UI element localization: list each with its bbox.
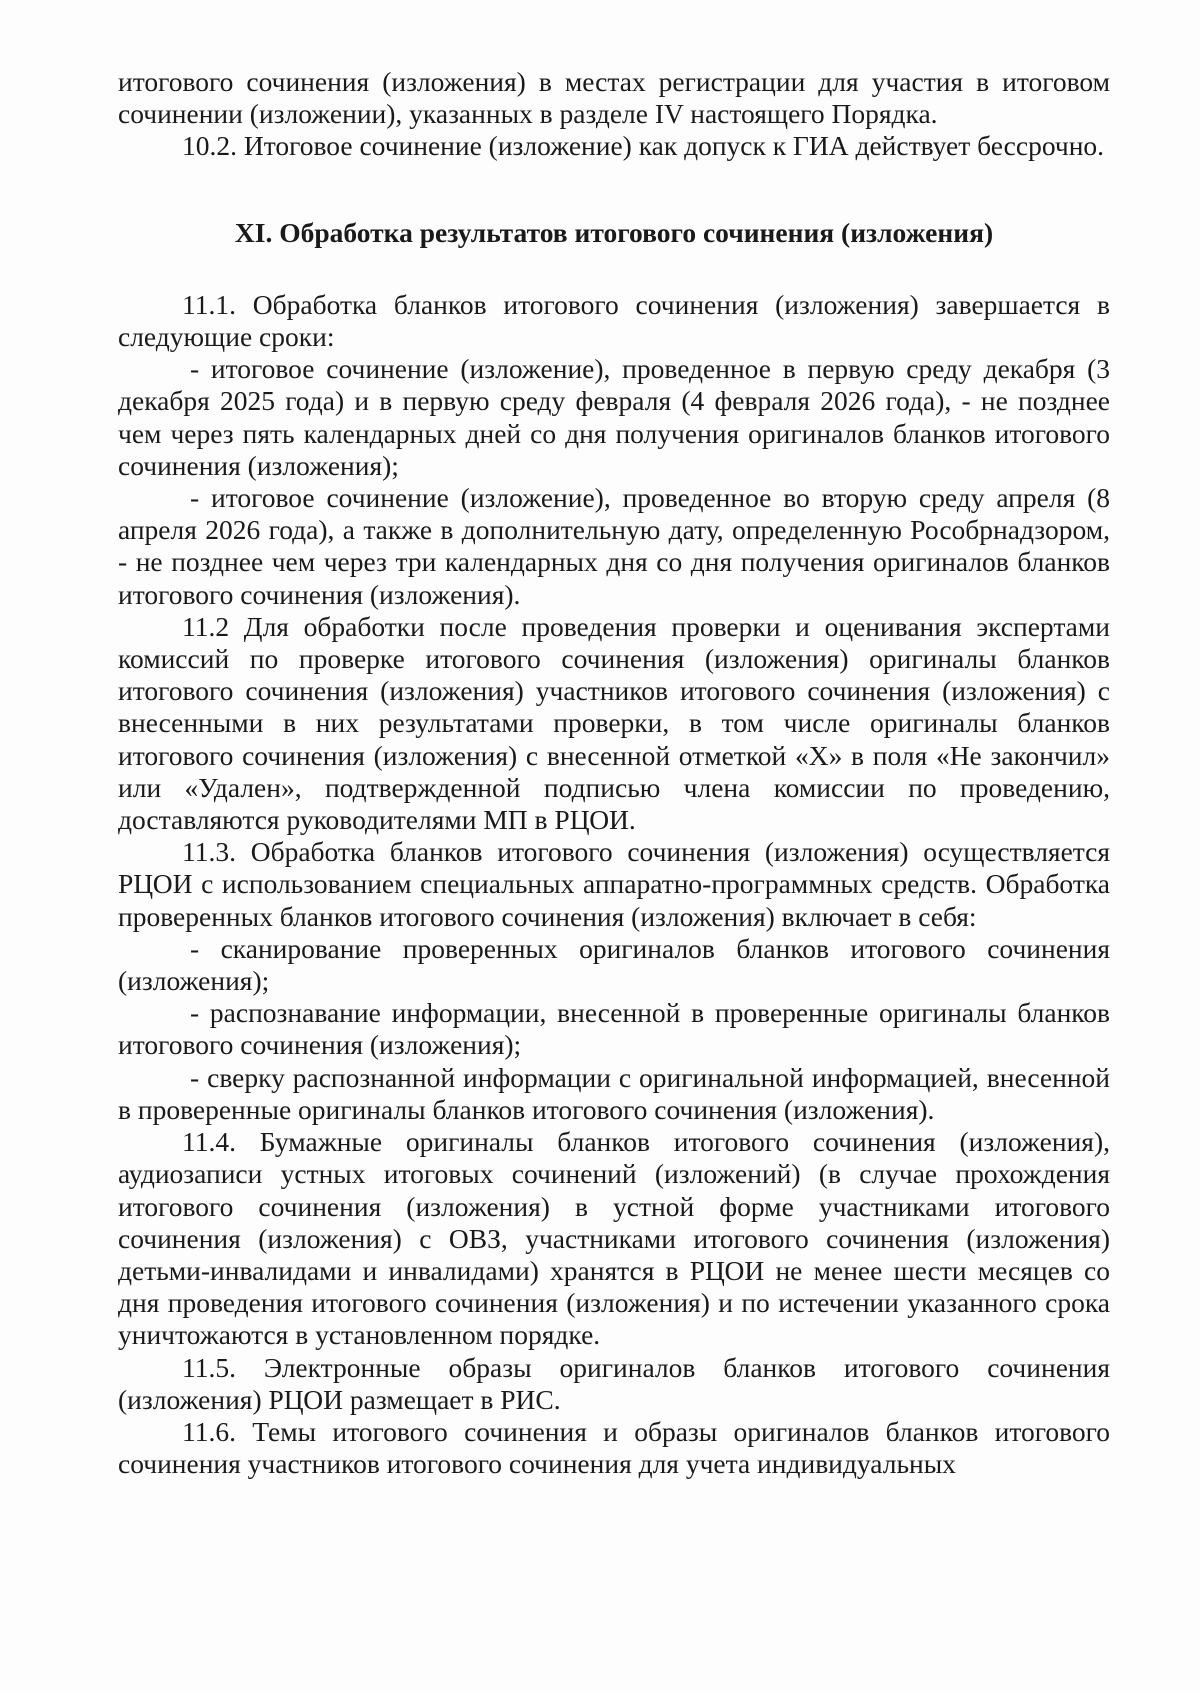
spacer <box>118 163 1110 217</box>
paragraph-11-1: 11.1. Обработка бланков итогового сочинения (изложения) завершается в следующие сроки: <box>118 288 1110 353</box>
paragraph-11-6: 11.6. Темы итогового сочинения и образы оригиналов бланков итогового сочинения участников итогового сочинения для учета индивидуальных <box>118 1415 1110 1480</box>
paragraph-11-3-item-2: - распознавание информации, внесенной в проверенные оригиналы бланков итогового сочинения (изложения); <box>118 997 1110 1061</box>
paragraph-11-4: 11.4. Бумажные оригиналы бланков итогового сочинения (изложения), аудиозаписи устных итоговых сочинений (изложений) (в случае прохождения итогового сочинения (изложения) в устной форме участниками итогового сочинения (изложения) с ОВЗ, участниками итогового сочинения (изложения) детьми-инвалидами и инвалидами) хранятся в РЦОИ не менее шести месяцев со дня проведения итогового сочинения (изложения) и по истечении указанного срока уничтожаются в установленном порядке. <box>118 1126 1110 1351</box>
paragraph-11-1-item-1: - итоговое сочинение (изложение), проведенное в первую среду декабря (3 декабря 2025 года) и в первую среду февраля (4 февраля 2026 года), - не позднее чем через пять календарных дней со дня получения оригиналов бланков итогового сочинения (изложения); <box>118 353 1110 481</box>
paragraph-10-2: 10.2. Итоговое сочинение (изложение) как допуск к ГИА действует бессрочно. <box>182 130 1105 162</box>
paragraph-11-5: 11.5. Электронные образы оригиналов бланков итогового сочинения (изложения) РЦОИ размещает в РИС. <box>118 1351 1110 1415</box>
paragraph-11-3-item-3: - сверку распознанной информации с оригинальной информацией, внесенной в проверенные оригиналы бланков итогового сочинения (изложения). <box>118 1061 1110 1125</box>
spacer <box>118 249 1110 289</box>
section-heading: XI. Обработка результатов итогового сочинения (изложения) <box>234 216 994 248</box>
paragraph-11-2: 11.2 Для обработки после проведения проверки и оценивания экспертами комиссий по проверке итогового сочинения (изложения) оригиналы бланков итогового сочинения (изложения) участников итогового сочинения (изложения) с внесенными в них результатами проверки, в том числе оригиналы бланков итогового сочинения (изложения) с внесенной отметкой «X» в поля «Не закончил» или «Удален», подтвержденной подписью члена комиссии по проведению, доставляются руководителями МП в РЦОИ. <box>118 610 1110 836</box>
document-body <box>118 66 1110 1480</box>
paragraph-11-1-item-2: - итоговое сочинение (изложение), проведенное во вторую среду апреля (8 апреля 2026 года), а также в дополнительную дату, определенную Рособрнадзором, - не позднее чем через три календарных дня со дня получения оригиналов бланков итогового сочинения (изложения). <box>118 482 1110 610</box>
paragraph-11-3: 11.3. Обработка бланков итогового сочинения (изложения) осуществляется РЦОИ с использованием специальных аппаратно-программных средств. Обработка проверенных бланков итогового сочинения (изложения) включает в себя: <box>118 836 1110 932</box>
paragraph-11-3-item-1: - сканирование проверенных оригиналов бланков итогового сочинения (изложения); <box>118 932 1110 997</box>
intro-paragraph: итогового сочинения (изложения) в местах регистрации для участия в итоговом сочинении (изложении), указанных в разделе IV настоящего Порядка. <box>118 66 1110 130</box>
